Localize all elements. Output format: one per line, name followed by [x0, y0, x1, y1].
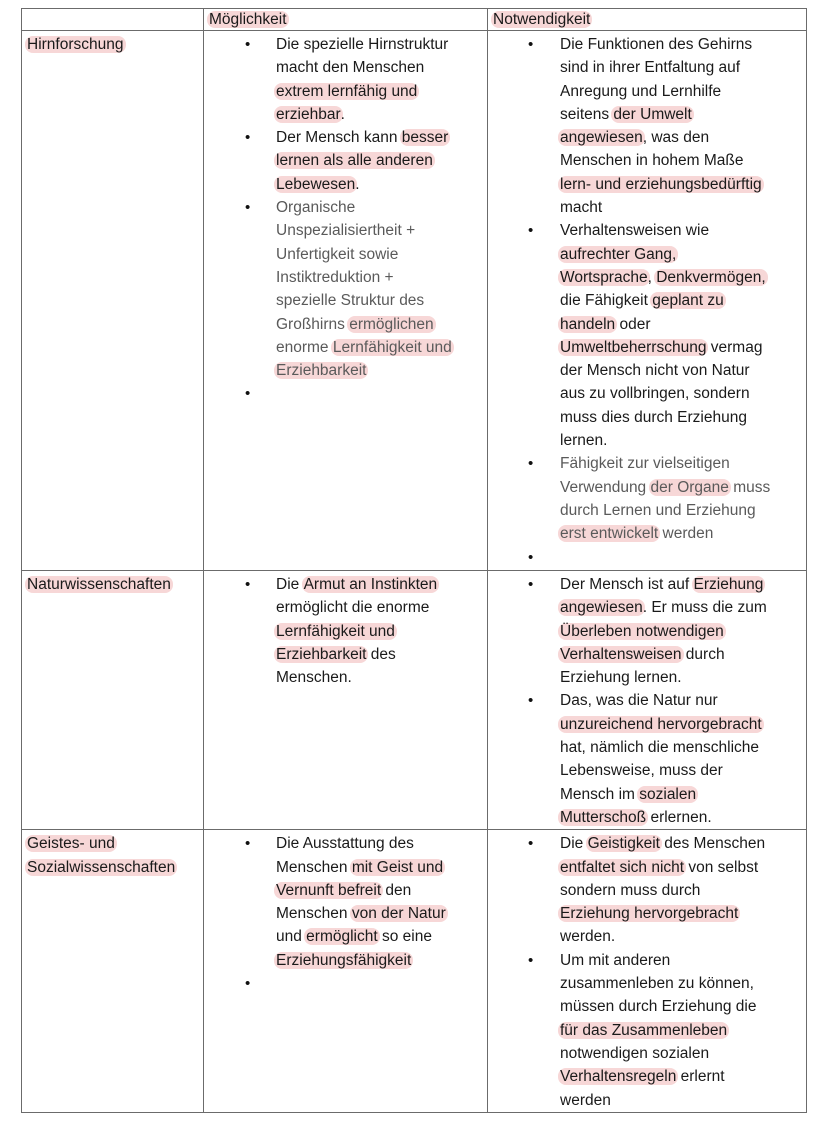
text-line [560, 689, 806, 712]
bullet-icon: • [528, 951, 534, 969]
text-line [276, 103, 487, 126]
bullet-list [204, 571, 487, 689]
bullet-list [204, 830, 487, 995]
text-segment: , [647, 268, 657, 286]
text-line [560, 643, 806, 666]
text-line [560, 266, 806, 289]
text-segment: muss dies durch Erziehung [560, 408, 747, 426]
text-segment: werden [560, 1091, 611, 1109]
row-label-cell [22, 571, 204, 830]
text-line [560, 149, 806, 172]
text-segment: Unspezialisiertheit + [276, 222, 416, 240]
highlighted-text: Lebewesen [276, 175, 356, 193]
text-line [560, 1089, 806, 1112]
bullet-icon: • [245, 129, 251, 147]
text-line [560, 219, 806, 242]
text-line [276, 80, 487, 103]
text-line [560, 995, 806, 1018]
text-line [560, 949, 806, 972]
row-label-line [27, 33, 203, 56]
text-line [276, 949, 487, 972]
text-line [560, 856, 806, 879]
text-line [560, 429, 806, 452]
text-line [276, 33, 487, 56]
text-line [560, 713, 806, 736]
text-segment: Anregung und Lernhilfe [560, 82, 722, 100]
row-label-line [27, 832, 203, 855]
text-line [560, 243, 806, 266]
row-label: Hirnforschung [27, 36, 124, 53]
text-line [560, 33, 806, 56]
text-segment: Verwendung [560, 478, 651, 496]
text-segment: Die [276, 576, 304, 593]
text-line [560, 289, 806, 312]
text-line [276, 596, 487, 619]
text-segment: durch Lernen und Erziehung [560, 501, 756, 519]
highlighted-text: handeln [560, 315, 616, 333]
text-segment: werden. [560, 928, 616, 946]
text-line [560, 759, 806, 782]
row-label-cell [22, 31, 204, 571]
text-line [560, 103, 806, 126]
highlighted-text: Verhaltensregeln [560, 1068, 677, 1086]
highlighted-text: erst entwickelt [560, 525, 659, 543]
text-line [560, 336, 806, 359]
highlighted-text: unzureichend hervorgebracht [560, 715, 762, 733]
text-segment: seitens [560, 105, 614, 123]
list-item [204, 126, 487, 196]
text-line [276, 832, 487, 855]
list-item [488, 33, 806, 219]
text-line [560, 499, 806, 522]
text-segment: . Er muss die zum [642, 599, 767, 617]
highlighted-text: mit Geist und [351, 858, 444, 876]
text-segment: erlernt [676, 1068, 725, 1086]
text-segment: Lebensweise, muss der [560, 762, 723, 780]
bullet-list [488, 830, 806, 1112]
text-line [560, 879, 806, 902]
notwendigkeit-cell [488, 571, 807, 830]
highlighted-text: Umweltbeherrschung [560, 338, 707, 356]
highlighted-text: Lernfähigkeit und [276, 622, 395, 640]
bullet-list [488, 571, 806, 829]
text-line [276, 643, 487, 666]
text-line [560, 173, 806, 196]
text-line [560, 382, 806, 405]
text-line [560, 56, 806, 79]
text-line [560, 80, 806, 103]
text-segment: Der Mensch ist auf [560, 576, 694, 593]
comparison-table [21, 8, 807, 1113]
text-line [560, 1065, 806, 1088]
list-item [488, 949, 806, 1112]
text-line [276, 173, 487, 196]
text-segment: Organische [276, 199, 356, 217]
list-item [204, 832, 487, 972]
highlighted-text: Vernunft befreit [276, 881, 382, 899]
bullet-icon: • [528, 455, 534, 473]
header-notwendigkeit [488, 9, 807, 31]
text-segment: aus zu vollbringen, sondern [560, 385, 750, 403]
text-line [276, 666, 487, 689]
text-line [276, 266, 487, 289]
text-segment: hat, nämlich die menschliche [560, 739, 760, 757]
text-line [560, 476, 806, 499]
bullet-icon: • [528, 548, 534, 566]
bullet-icon: • [528, 835, 534, 853]
text-line [276, 879, 487, 902]
list-item [488, 689, 806, 829]
list-item [204, 573, 487, 689]
bullet-icon: • [245, 576, 251, 593]
text-segment: Fähigkeit zur vielseitigen [560, 455, 730, 473]
highlighted-text: aufrechter Gang, [560, 245, 677, 263]
row-label-cell [22, 830, 204, 1113]
header-moeglichkeit [204, 9, 488, 31]
text-segment: muss [728, 478, 771, 496]
highlighted-text: lern- und erziehungsbedürftig [560, 175, 762, 193]
text-line [560, 1019, 806, 1042]
text-line [560, 832, 806, 855]
text-segment: des Menschen [659, 835, 766, 853]
text-line [276, 243, 487, 266]
list-item [488, 452, 806, 545]
text-segment: die Fähigkeit [560, 292, 653, 310]
row-label-line [27, 573, 203, 596]
list-item [488, 546, 806, 569]
text-segment: notwendigen sozialen [560, 1044, 710, 1062]
text-segment: oder [615, 315, 651, 333]
text-segment: macht [560, 199, 603, 217]
text-line [276, 925, 487, 948]
text-line [560, 573, 806, 596]
text-line [560, 666, 806, 689]
highlighted-text: angewiesen [560, 599, 643, 617]
table-row [22, 830, 807, 1113]
text-segment: Großhirns [276, 315, 350, 333]
moeglichkeit-cell [204, 31, 488, 571]
text-segment: Menschen [276, 858, 352, 876]
text-segment: lernen. [560, 432, 608, 450]
text-segment: Um mit anderen [560, 951, 671, 969]
text-segment: müssen durch Erziehung die [560, 998, 757, 1016]
text-segment: , was den [642, 129, 710, 147]
header-row [22, 9, 807, 31]
highlighted-text: erziehbar [276, 105, 341, 123]
text-line [560, 313, 806, 336]
text-segment: Die [560, 835, 588, 853]
text-segment: sondern muss durch [560, 881, 701, 899]
highlighted-text: Wortsprache [560, 268, 648, 286]
text-segment: Instiktreduktion + [276, 268, 394, 286]
text-segment: Die Funktionen des Gehirns [560, 36, 753, 53]
highlighted-text: Denkvermögen, [656, 268, 766, 286]
highlighted-text: Lernfähigkeit und [332, 338, 452, 356]
text-line [276, 336, 487, 359]
text-segment: durch [681, 645, 725, 663]
text-segment: Menschen in hohem Maße [560, 152, 744, 170]
text-line [276, 313, 487, 336]
highlighted-text: sozialen [639, 785, 697, 803]
text-line [276, 219, 487, 242]
text-line [560, 736, 806, 759]
highlighted-text: Erziehbarkeit [276, 362, 367, 380]
text-line [560, 406, 806, 429]
text-line [560, 620, 806, 643]
text-line [560, 522, 806, 545]
highlighted-text: besser [401, 129, 449, 147]
list-item [204, 382, 487, 405]
text-line [276, 149, 487, 172]
highlighted-text: der Umwelt [613, 105, 692, 123]
text-segment: . [340, 105, 345, 123]
list-item [488, 219, 806, 452]
text-segment: werden [658, 525, 714, 543]
text-line [560, 902, 806, 925]
text-line [560, 359, 806, 382]
header-notwendigkeit-label: Notwendigkeit [493, 11, 591, 28]
text-line [276, 620, 487, 643]
text-line [276, 56, 487, 79]
text-segment: Verhaltensweisen wie [560, 222, 710, 240]
moeglichkeit-cell [204, 571, 488, 830]
bullet-icon: • [245, 975, 251, 993]
bullet-icon: • [245, 835, 251, 853]
text-segment: macht den Menschen [276, 59, 425, 77]
text-segment: erlernen. [646, 808, 712, 826]
highlighted-text: extrem lernfähig und [276, 82, 418, 100]
highlighted-text: geplant zu [652, 292, 724, 310]
text-segment: Mensch im [560, 785, 640, 803]
text-segment: Menschen [276, 905, 352, 923]
highlighted-text: Armut an Instinkten [303, 576, 438, 593]
text-line [560, 452, 806, 475]
moeglichkeit-cell [204, 830, 488, 1113]
text-segment: Das, was die Natur nur [560, 692, 718, 710]
text-line [276, 902, 487, 925]
text-line [560, 1042, 806, 1065]
text-line [560, 783, 806, 806]
text-segment: Die spezielle Hirnstruktur [276, 36, 449, 53]
list-item [204, 972, 487, 995]
text-line [560, 972, 806, 995]
highlighted-text: Erziehung [693, 576, 764, 593]
text-line [276, 856, 487, 879]
list-item [204, 196, 487, 382]
highlighted-text: ermöglicht [306, 928, 378, 946]
notwendigkeit-cell [488, 830, 807, 1113]
text-segment: Erziehung lernen. [560, 669, 682, 687]
row-label: Naturwissenschaften [27, 576, 171, 593]
highlighted-text: für das Zusammenleben [560, 1021, 728, 1039]
highlighted-text: Verhaltensweisen [560, 645, 682, 663]
text-segment: des [366, 645, 396, 663]
bullet-icon: • [245, 36, 251, 53]
text-line [276, 126, 487, 149]
text-segment: enorme [276, 338, 333, 356]
row-label: Sozialwissenschaften [27, 858, 176, 876]
text-segment: ermöglicht die enorme [276, 599, 430, 617]
text-segment: so eine [377, 928, 432, 946]
bullet-list [488, 31, 806, 569]
text-line [276, 196, 487, 219]
text-segment: der Mensch nicht von Natur [560, 362, 750, 380]
highlighted-text: angewiesen [560, 129, 643, 147]
text-segment: von selbst [684, 858, 759, 876]
highlighted-text: Überleben notwendigen [560, 622, 724, 640]
bullet-icon: • [245, 199, 251, 217]
highlighted-text: Mutterschoß [560, 808, 647, 826]
text-line [276, 289, 487, 312]
bullet-icon: • [528, 222, 534, 240]
highlighted-text: der Organe [650, 478, 729, 496]
header-empty-cell [22, 9, 204, 31]
row-label: Geistes- und [27, 835, 115, 853]
text-segment: spezielle Struktur des [276, 292, 425, 310]
text-segment: Der Mensch kann [276, 129, 402, 147]
list-item [488, 832, 806, 948]
text-segment: vermag [706, 338, 763, 356]
text-segment: sind in ihrer Entfaltung auf [560, 59, 741, 77]
highlighted-text: entfaltet sich nicht [560, 858, 685, 876]
table-row [22, 31, 807, 571]
text-segment: . [355, 175, 360, 193]
text-line [560, 806, 806, 829]
highlighted-text: ermöglichen [349, 315, 434, 333]
text-line [276, 359, 487, 382]
text-line [560, 925, 806, 948]
bullet-icon: • [528, 692, 534, 710]
table-row [22, 571, 807, 830]
highlighted-text: Erziehbarkeit [276, 645, 367, 663]
text-segment: Die Ausstattung des [276, 835, 414, 853]
text-line [560, 126, 806, 149]
bullet-icon: • [528, 576, 534, 593]
text-line [560, 196, 806, 219]
highlighted-text: Erziehungsfähigkeit [276, 951, 412, 969]
highlighted-text: Erziehung hervorgebracht [560, 905, 739, 923]
highlighted-text: von der Natur [351, 905, 446, 923]
notwendigkeit-cell [488, 31, 807, 571]
highlighted-text: Geistigkeit [587, 835, 660, 853]
list-item [488, 573, 806, 689]
bullet-icon: • [245, 385, 251, 403]
text-line [276, 573, 487, 596]
header-moeglichkeit-label: Möglichkeit [209, 11, 287, 28]
text-segment: Unfertigkeit sowie [276, 245, 399, 263]
text-line [560, 596, 806, 619]
text-segment: zusammenleben zu können, [560, 975, 754, 993]
list-item [204, 33, 487, 126]
highlighted-text: lernen als alle anderen [276, 152, 433, 170]
bullet-icon: • [528, 36, 534, 53]
text-segment: Menschen. [276, 669, 352, 687]
text-segment: und [276, 928, 307, 946]
row-label-line [27, 856, 203, 879]
text-segment: den [381, 881, 412, 899]
bullet-list [204, 31, 487, 406]
